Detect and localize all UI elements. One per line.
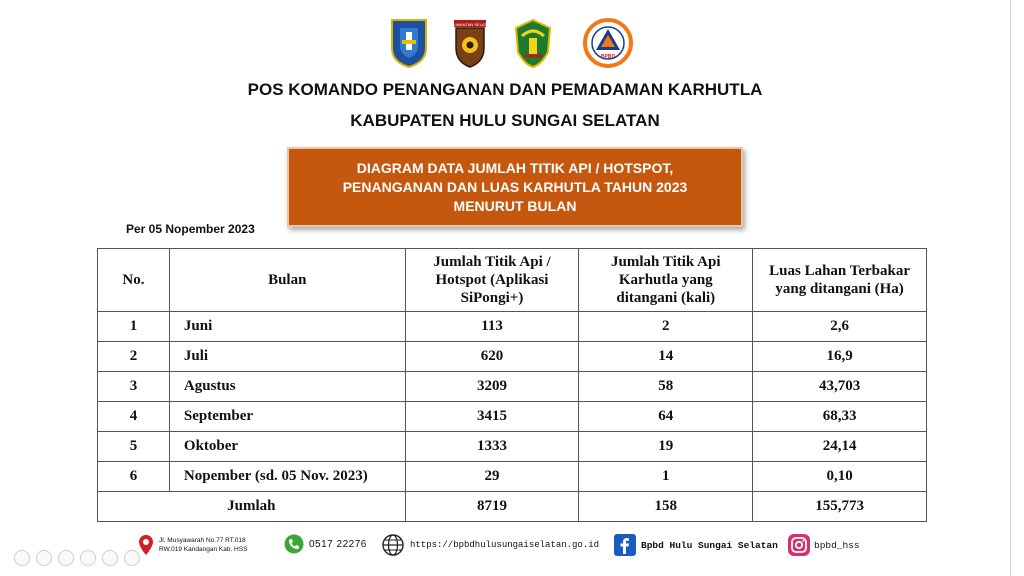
address-line-1: Jl. Musyawarah No.77 RT.018 xyxy=(159,537,246,544)
cell-area: 68,33 xyxy=(753,402,927,432)
bpbd-logo-text: BPBD xyxy=(600,54,616,60)
cell-area: 24,14 xyxy=(753,432,927,462)
header-hotspot-line: SiPongi+) xyxy=(460,290,524,306)
facebook-icon xyxy=(614,534,636,556)
address-line-2: RW.019 Kandangan Kab. HSS xyxy=(159,546,248,553)
total-area: 155,773 xyxy=(753,492,927,522)
cell-no: 3 xyxy=(98,372,170,402)
header-hotspot xyxy=(405,249,579,312)
cell-area: 43,703 xyxy=(753,372,927,402)
footer-instagram xyxy=(788,534,860,556)
banner-line-3: MENURUT BULAN xyxy=(453,197,577,214)
table-row xyxy=(98,342,927,372)
footer-phone xyxy=(284,534,367,554)
header-handled-line: Jumlah Titik Api xyxy=(611,254,721,270)
bpbd-logo xyxy=(583,18,633,68)
header-hotspot-line: Jumlah Titik Api / xyxy=(433,254,551,270)
cell-handled: 19 xyxy=(579,432,753,462)
footer-website xyxy=(382,534,599,556)
police-logo-text: KALIMANTAN SELATAN xyxy=(447,22,493,27)
cell-hotspot: 29 xyxy=(405,462,579,492)
location-pin-icon xyxy=(138,534,154,556)
table-row xyxy=(98,432,927,462)
banner-line-1: DIAGRAM DATA JUMLAH TITIK API / HOTSPOT, xyxy=(356,159,674,176)
next-slide-icon[interactable] xyxy=(36,550,52,566)
cell-handled: 2 xyxy=(579,312,753,342)
police-logo xyxy=(447,18,493,68)
page-title: POS KOMANDO PENANGANAN DAN PEMADAMAN KARHUTLA xyxy=(247,80,763,99)
instagram-icon xyxy=(788,534,810,556)
presentation-controls[interactable] xyxy=(14,550,140,566)
hss-regency-logo xyxy=(512,18,554,68)
cell-bulan: Oktober xyxy=(169,432,405,462)
cell-hotspot: 1333 xyxy=(405,432,579,462)
facebook-text: Bpbd Hulu Sungai Selatan xyxy=(641,539,778,551)
table-header-row xyxy=(98,249,927,312)
instagram-text: bpbd_hss xyxy=(814,539,860,551)
cell-bulan: Juni xyxy=(169,312,405,342)
cell-handled: 58 xyxy=(579,372,753,402)
pen-tool-icon[interactable] xyxy=(58,550,74,566)
cell-area: 16,9 xyxy=(753,342,927,372)
table-row xyxy=(98,462,927,492)
cell-area: 0,10 xyxy=(753,462,927,492)
data-table xyxy=(97,248,927,522)
total-label: Jumlah xyxy=(98,492,406,522)
slide-edge xyxy=(1010,0,1011,576)
table-row xyxy=(98,312,927,342)
table-total-row xyxy=(98,492,927,522)
cell-hotspot: 620 xyxy=(405,342,579,372)
previous-slide-icon[interactable] xyxy=(14,550,30,566)
cell-handled: 64 xyxy=(579,402,753,432)
header-no: No. xyxy=(98,249,170,312)
cell-no: 6 xyxy=(98,462,170,492)
cell-hotspot: 3209 xyxy=(405,372,579,402)
banner-line-2: PENANGANAN DAN LUAS KARHUTLA TAHUN 2023 xyxy=(342,178,688,195)
zoom-icon[interactable] xyxy=(102,550,118,566)
header-handled-line: ditangani (kali) xyxy=(616,290,716,306)
total-handled: 158 xyxy=(579,492,753,522)
header-area xyxy=(753,249,927,312)
cell-handled: 1 xyxy=(579,462,753,492)
cell-bulan: Juli xyxy=(169,342,405,372)
cell-hotspot: 113 xyxy=(405,312,579,342)
logo-row xyxy=(0,18,1024,76)
table-row xyxy=(98,372,927,402)
footer xyxy=(0,528,1024,564)
page-subtitle: KABUPATEN HULU SUNGAI SELATAN xyxy=(350,111,660,130)
report-date: Per 05 Nopember 2023 xyxy=(126,222,255,236)
cell-bulan: Nopember (sd. 05 Nov. 2023) xyxy=(169,462,405,492)
total-hotspot: 8719 xyxy=(405,492,579,522)
cell-no: 1 xyxy=(98,312,170,342)
header-hotspot-line: Hotspot (Aplikasi xyxy=(435,272,549,288)
more-options-icon[interactable] xyxy=(124,550,140,566)
cell-handled: 14 xyxy=(579,342,753,372)
header-bulan: Bulan xyxy=(169,249,405,312)
header-handled xyxy=(579,249,753,312)
footer-address xyxy=(138,534,247,556)
chart-title-banner xyxy=(287,147,743,227)
header-area-line: yang ditangani (Ha) xyxy=(775,281,904,297)
kalsel-province-logo xyxy=(390,18,428,68)
globe-icon xyxy=(382,534,404,556)
cell-no: 2 xyxy=(98,342,170,372)
cell-no: 5 xyxy=(98,432,170,462)
phone-text: 0517 22276 xyxy=(309,538,367,550)
cell-bulan: Agustus xyxy=(169,372,405,402)
header-handled-line: Karhutla yang xyxy=(618,272,713,288)
address-text xyxy=(159,536,247,554)
cell-no: 4 xyxy=(98,402,170,432)
slides-overview-icon[interactable] xyxy=(80,550,96,566)
header-area-line: Luas Lahan Terbakar xyxy=(769,263,911,279)
footer-facebook xyxy=(614,534,778,556)
cell-hotspot: 3415 xyxy=(405,402,579,432)
cell-bulan: September xyxy=(169,402,405,432)
website-text: https://bpbdhulusungaiselatan.go.id xyxy=(410,540,600,550)
phone-icon xyxy=(284,534,304,554)
cell-area: 2,6 xyxy=(753,312,927,342)
table-row xyxy=(98,402,927,432)
